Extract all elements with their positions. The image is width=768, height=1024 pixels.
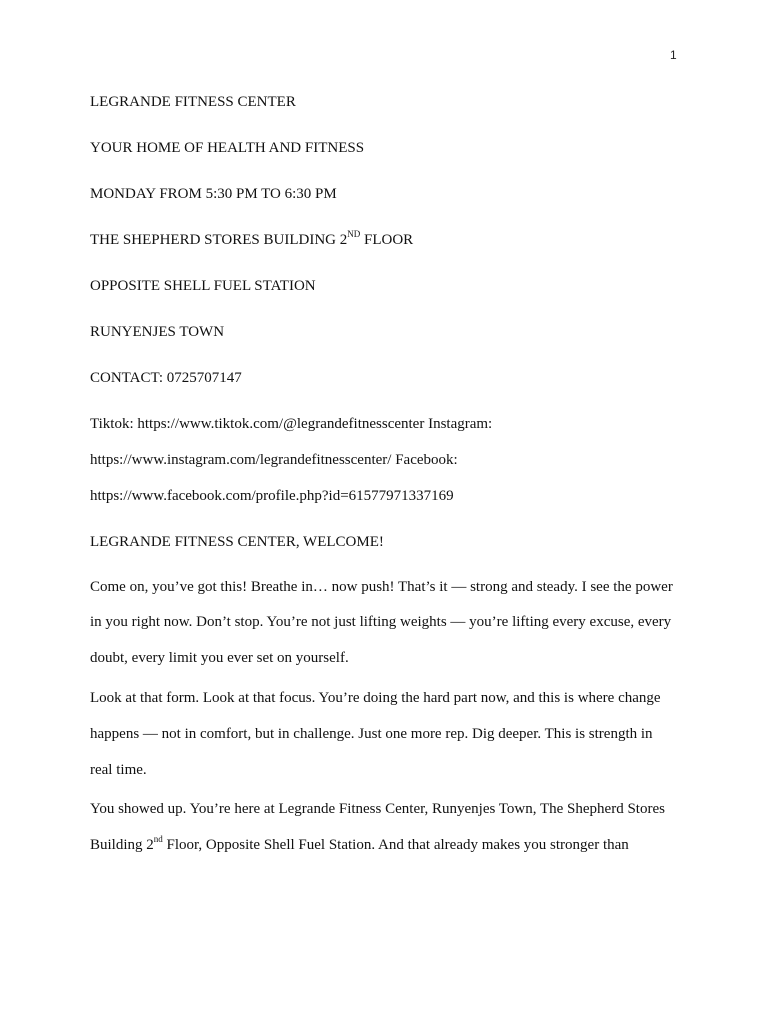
page-number: 1: [670, 48, 677, 62]
building-floor: FLOOR: [360, 232, 414, 248]
paragraph-line: Look at that form. Look at that focus. You’re doing the hard part now, and this is where change: [90, 689, 661, 706]
paragraph-line: [90, 828, 682, 864]
town: RUNYENJES TOWN: [90, 324, 225, 340]
paragraph-line: in you right now. Don’t stop. You’re not just lifting weights — you’re lifting every excuse, every: [90, 614, 672, 631]
social-line-facebook: https://www.facebook.com/profile.php?id=61577971337169: [90, 487, 454, 504]
building-address: [90, 229, 682, 251]
contact: CONTACT: 0725707147: [90, 370, 242, 386]
welcome-heading: LEGRANDE FITNESS CENTER, WELCOME!: [90, 533, 384, 550]
building-ordinal: ND: [347, 229, 361, 239]
paragraph-line: Come on, you’ve got this! Breathe in… now push! That’s it — strong and steady. I see the power: [90, 578, 673, 595]
paragraph-line: doubt, every limit you ever set on yourself.: [90, 650, 349, 667]
schedule: MONDAY FROM 5:30 PM TO 6:30 PM: [90, 186, 337, 202]
paragraph-line: real time.: [90, 761, 147, 778]
paragraph-line: You showed up. You’re here at Legrande Fitness Center, Runyenjes Town, The Shepherd Stores: [90, 801, 665, 818]
social-line-tiktok: Tiktok: https://www.tiktok.com/@legrandefitnesscenter Instagram:: [90, 416, 493, 432]
paragraph-3: [90, 792, 682, 864]
paragraph-2: [90, 681, 682, 788]
gym-name: LEGRANDE FITNESS CENTER: [90, 94, 296, 110]
document-body: [90, 91, 682, 875]
paragraph-line: happens — not in comfort, but in challenge. Just one more rep. Dig deeper. This is strength in: [90, 725, 653, 742]
paragraph-1: [90, 570, 682, 677]
building-text: Building 2: [90, 837, 154, 854]
social-line-instagram: https://www.instagram.com/legrandefitnesscenter/ Facebook:: [90, 451, 458, 468]
building-text: THE SHEPHERD STORES BUILDING 2: [90, 232, 348, 248]
paragraph-text: Floor, Opposite Shell Fuel Station. And that already makes you stronger than: [162, 837, 629, 854]
landmark: OPPOSITE SHELL FUEL STATION: [90, 278, 316, 294]
tagline: YOUR HOME OF HEALTH AND FITNESS: [90, 140, 365, 156]
social-links: [90, 413, 682, 507]
building-ordinal: nd: [153, 834, 163, 845]
